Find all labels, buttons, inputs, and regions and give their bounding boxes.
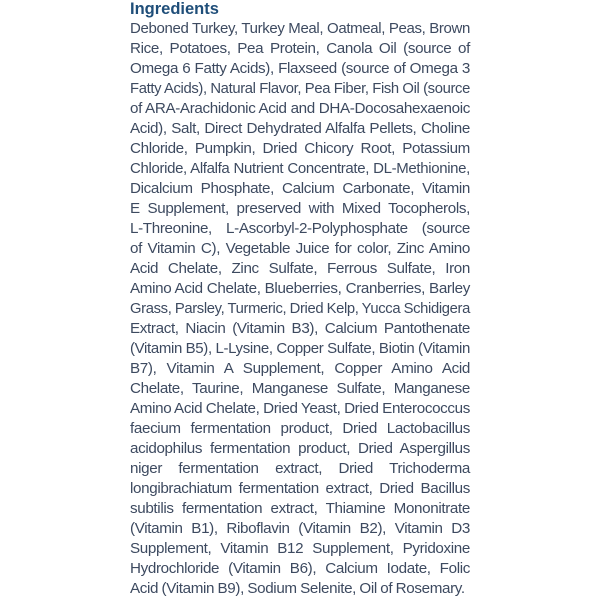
ingredients-line: Chelate, Taurine, Manganese Sulfate, Manganese xyxy=(130,380,470,397)
ingredients-line: Rice, Potatoes, Pea Protein, Canola Oil (source of xyxy=(130,40,470,57)
ingredients-line: Chloride, Pumpkin, Dried Chicory Root, Potassium xyxy=(130,140,470,157)
ingredients-text xyxy=(130,19,470,599)
ingredients-line: L-Threonine, L-Ascorbyl-2-Polyphosphate (source xyxy=(130,220,470,237)
ingredients-line: of ARA-Arachidonic Acid and DHA-Docosahexaenoic xyxy=(130,100,470,117)
ingredients-line: (Vitamin B1), Riboflavin (Vitamin B2), Vitamin D3 xyxy=(130,520,470,537)
ingredients-line: Hydrochloride (Vitamin B6), Calcium Iodate, Folic xyxy=(130,560,470,577)
ingredients-line: Acid (Vitamin B9), Sodium Selenite, Oil of Rosemary. xyxy=(130,580,465,597)
ingredients-line: Deboned Turkey, Turkey Meal, Oatmeal, Peas, Brown xyxy=(130,20,470,37)
ingredients-line: E Supplement, preserved with Mixed Tocopherols, xyxy=(130,200,470,217)
ingredients-line: subtilis fermentation extract, Thiamine Mononitrate xyxy=(130,500,470,517)
ingredients-line: of Vitamin C), Vegetable Juice for color, Zinc Amino xyxy=(130,240,470,257)
ingredients-line: Grass, Parsley, Turmeric, Dried Kelp, Yucca Schidigera xyxy=(130,301,470,317)
ingredients-line: Acid), Salt, Direct Dehydrated Alfalfa Pellets, Choline xyxy=(130,120,470,137)
ingredients-line: Fatty Acids), Natural Flavor, Pea Fiber, Fish Oil (source xyxy=(130,81,470,97)
ingredients-line: Extract, Niacin (Vitamin B3), Calcium Pantothenate xyxy=(130,320,470,337)
ingredients-heading: Ingredients xyxy=(130,0,219,18)
ingredients-line: Omega 6 Fatty Acids), Flaxseed (source of Omega 3 xyxy=(130,60,470,77)
ingredients-line: Amino Acid Chelate, Dried Yeast, Dried Enterococcus xyxy=(130,400,470,417)
ingredients-line: B7), Vitamin A Supplement, Copper Amino Acid xyxy=(130,360,470,377)
ingredients-panel xyxy=(130,0,470,599)
ingredients-line: acidophilus fermentation product, Dried Aspergillus xyxy=(130,440,470,457)
ingredients-line: (Vitamin B5), L-Lysine, Copper Sulfate, Biotin (Vitamin xyxy=(130,340,470,357)
ingredients-line: Amino Acid Chelate, Blueberries, Cranberries, Barley xyxy=(130,280,470,297)
ingredients-line: Dicalcium Phosphate, Calcium Carbonate, Vitamin xyxy=(130,180,470,197)
ingredients-line: faecium fermentation product, Dried Lactobacillus xyxy=(130,420,470,437)
ingredients-line: Chloride, Alfalfa Nutrient Concentrate, DL-Methionine, xyxy=(130,160,470,177)
ingredients-line: Acid Chelate, Zinc Sulfate, Ferrous Sulfate, Iron xyxy=(130,260,470,277)
ingredients-line: Supplement, Vitamin B12 Supplement, Pyridoxine xyxy=(130,540,470,557)
ingredients-line: longibrachiatum fermentation extract, Dried Bacillus xyxy=(130,480,470,497)
ingredients-line: niger fermentation extract, Dried Trichoderma xyxy=(130,460,470,477)
